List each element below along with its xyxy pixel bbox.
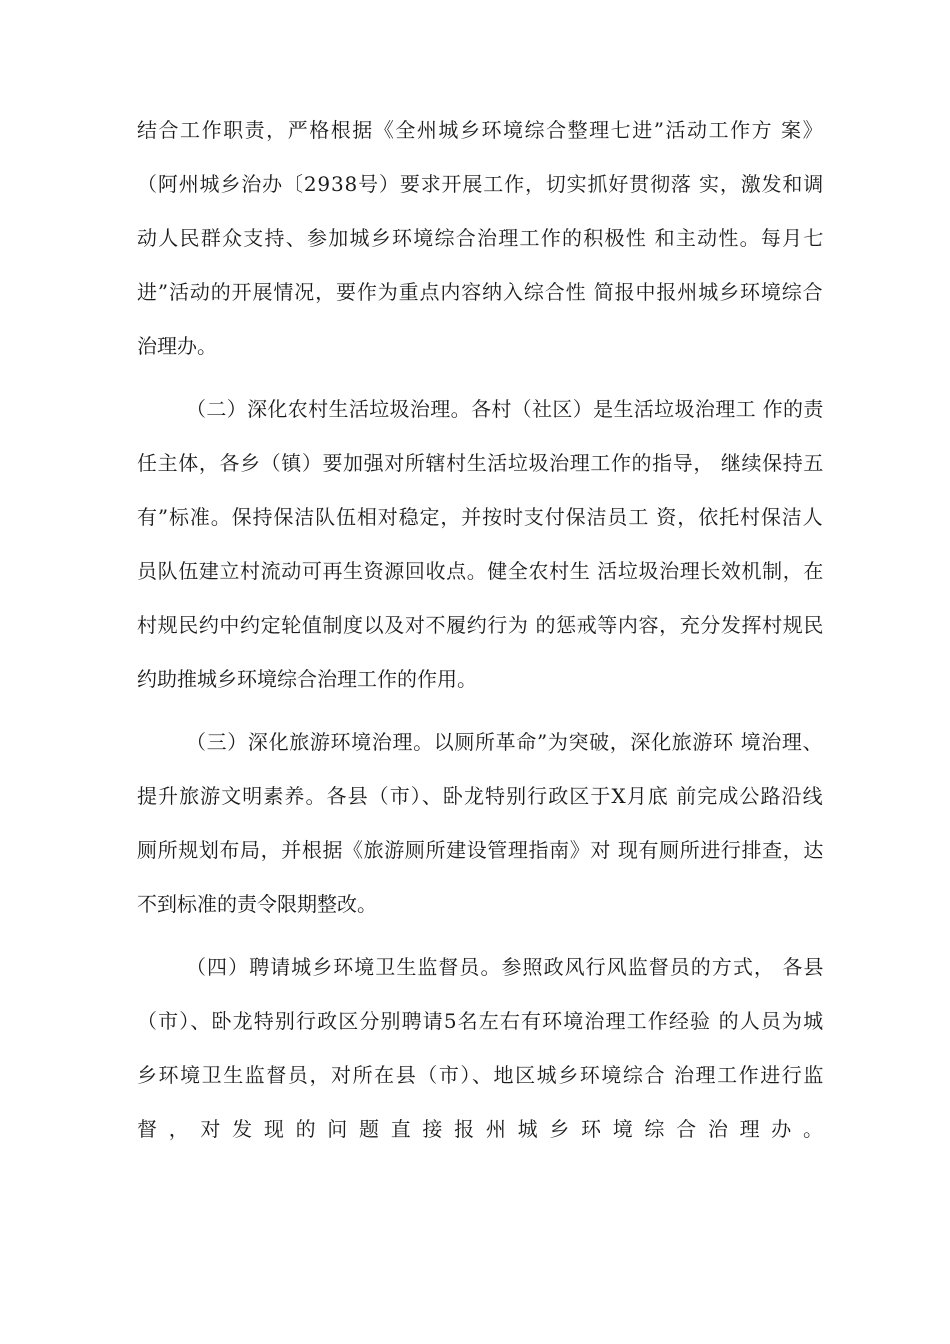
paragraph-2-line-6: 约助推城乡环境综合治理工作的作用。 — [137, 667, 477, 691]
paragraph-4-line-2: （市）、卧龙特别行政区分别聘请5名左右有环境治理工作经验 的人员为城 — [137, 1009, 825, 1033]
paragraph-4-line-4: 督，对发现的问题直接报州城乡环境综合治理办。 — [137, 1117, 835, 1141]
paragraph-2-line-5: 村规民约中约定轮值制度以及对不履约行为 的惩戒等内容，充分发挥村规民 — [137, 613, 824, 637]
paragraph-1-line-1: 结合工作职责，严格根据《全州城乡环境综合整理七进”活动工作方 案》 — [137, 118, 825, 142]
paragraph-1-line-4: 进”活动的开展情况，要作为重点内容纳入综合性 简报中报州城乡环境综合 — [137, 280, 824, 304]
paragraph-4-line-3: 乡环境卫生监督员，对所在县（市）、地区城乡环境综合 治理工作进行监 — [137, 1063, 825, 1087]
paragraph-3-line-1: （三）深化旅游环境治理。以厕所革命”为突破，深化旅游环 境治理、 — [186, 730, 824, 754]
paragraph-3-line-2: 提升旅游文明素养。各县（市）、卧龙特别行政区于X月底 前完成公路沿线 — [137, 784, 824, 808]
paragraph-2-line-4: 员队伍建立村流动可再生资源回收点。健全农村生 活垃圾治理长效机制，在 — [137, 559, 824, 583]
paragraph-4-line-1: （四）聘请城乡环境卫生监督员。参照政风行风监督员的方式， 各县 — [186, 955, 825, 979]
paragraph-2-line-3: 有”标准。保持保洁队伍相对稳定，并按时支付保洁员工 资，依托村保洁人 — [137, 505, 824, 529]
paragraph-1-line-5: 治理办。 — [137, 334, 217, 358]
paragraph-1-line-2: （阿州城乡治办〔2938号）要求开展工作，切实抓好贯彻落 实，激发和调 — [137, 172, 825, 196]
paragraph-3-line-4: 不到标准的责令限期整改。 — [137, 892, 377, 916]
paragraph-2-line-1: （二）深化农村生活垃圾治理。各村（社区）是生活垃圾治理工 作的责 — [186, 397, 824, 421]
paragraph-2-line-2: 任主体，各乡（镇）要加强对所辖村生活垃圾治理工作的指导， 继续保持五 — [137, 451, 824, 475]
paragraph-1-line-3: 动人民群众支持、参加城乡环境综合治理工作的积极性 和主动性。每月七 — [137, 226, 825, 250]
paragraph-3-line-3: 厕所规划布局，并根据《旅游厕所建设管理指南》对 现有厕所进行排查，达 — [137, 838, 824, 862]
